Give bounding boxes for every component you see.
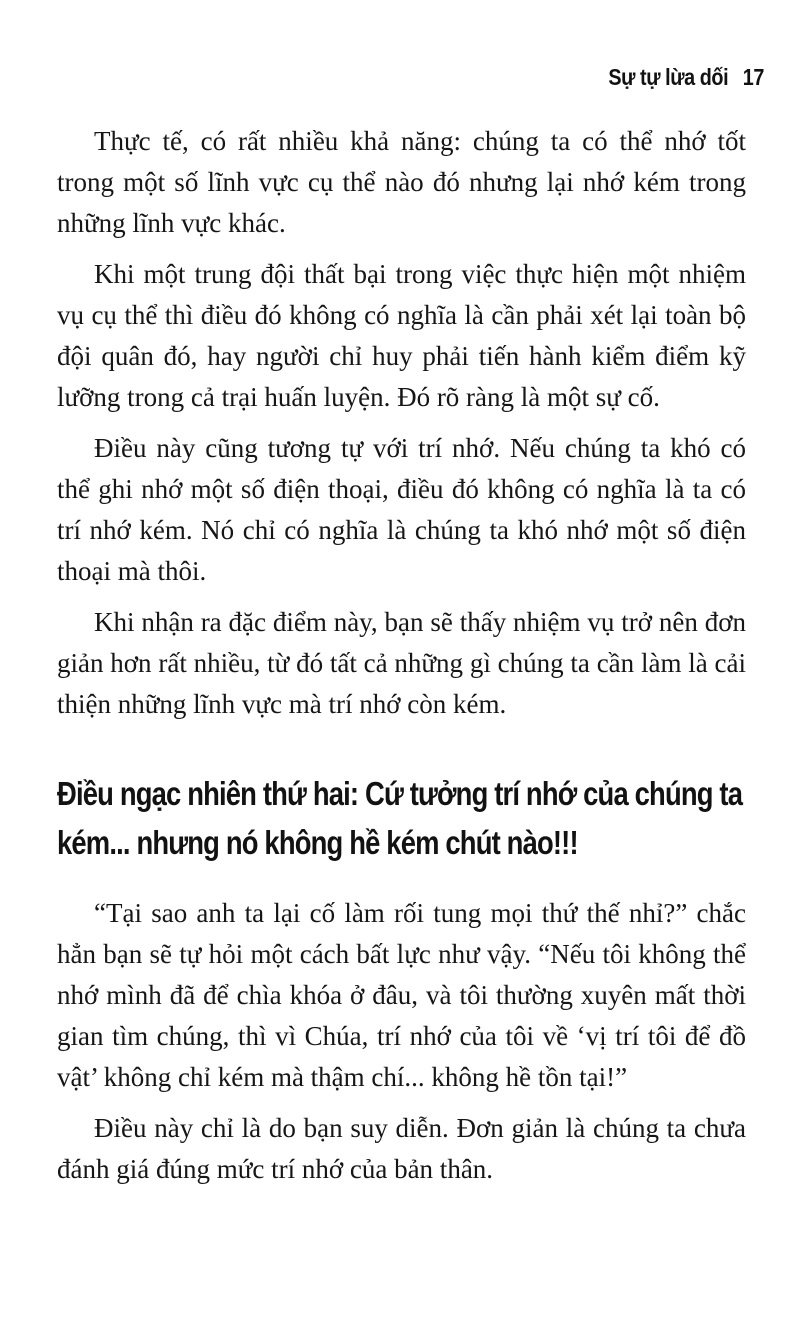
paragraph-simplified-task: Khi nhận ra đặc điểm này, bạn sẽ thấy nhiệm vụ trở nên đơn giản hơn rất nhiều, từ đó tất cả những gì chúng ta cần làm là cải thiện những lĩnh vực mà trí nhớ còn kém.: [57, 607, 746, 719]
page-header: [0, 64, 800, 91]
section-heading: Điều ngạc nhiên thứ hai: Cứ tưởng trí nhớ của chúng ta kém... nhưng nó không hề kém chút nào!!!: [57, 775, 743, 861]
paragraph-platoon-analogy: Khi một trung đội thất bại trong việc thực hiện một nhiệm vụ cụ thể thì điều đó không có nghĩa là cần phải xét lại toàn bộ đội quân đó, hay người chỉ huy phải tiến hành kiểm điểm kỹ lưỡng trong cả trại huấn luyện. Đó rõ ràng là một sự cố.: [57, 259, 746, 412]
paragraph-self-questioning-quote: “Tại sao anh ta lại cố làm rối tung mọi thứ thế nhỉ?” chắc hẳn bạn sẽ tự hỏi một cách bất lực như vậy. “Nếu tôi không thể nhớ mình đã để chìa khóa ở đâu, và tôi thường xuyên mất thời gian tìm chúng, thì vì Chúa, trí nhớ của tôi về ‘vị trí tôi để đồ vật’ không chỉ kém mà thậm chí... không hề tồn tại!”: [57, 898, 746, 1092]
page-number: 17: [742, 64, 764, 90]
paragraph-memory-possibilities: Thực tế, có rất nhiều khả năng: chúng ta có thể nhớ tốt trong một số lĩnh vực cụ thể nào đó nhưng lại nhớ kém trong những lĩnh vực khác.: [57, 126, 746, 238]
paragraph-conclusion: Điều này chỉ là do bạn suy diễn. Đơn giản là chúng ta chưa đánh giá đúng mức trí nhớ của bản thân.: [57, 1113, 746, 1184]
running-header-text: [608, 64, 764, 91]
page-body: [0, 121, 800, 1190]
running-title: Sự tự lừa dối: [608, 64, 729, 90]
paragraph-phone-number-analogy: Điều này cũng tương tự với trí nhớ. Nếu chúng ta khó có thể ghi nhớ một số điện thoại, điều đó không có nghĩa là ta có trí nhớ kém. Nó chỉ có nghĩa là chúng ta khó nhớ một số điện thoại mà thôi.: [57, 433, 746, 586]
